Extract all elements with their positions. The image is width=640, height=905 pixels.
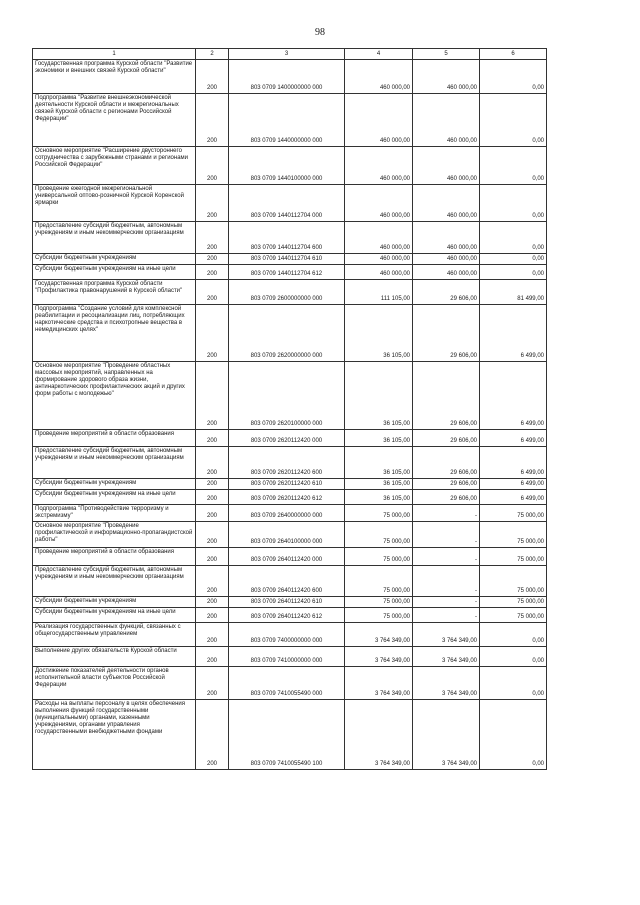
- row-grbs-cell: 200: [196, 548, 229, 566]
- row-col5-value: 29 606,00: [413, 305, 480, 362]
- row-code-cell: 803 0709 2640112420 610: [229, 597, 345, 608]
- row-col6-value: 0,00: [480, 647, 547, 667]
- row-col5-value: 460 000,00: [413, 222, 480, 254]
- row-col4-value: 75 000,00: [345, 522, 413, 548]
- row-col6-value: 75 000,00: [480, 548, 547, 566]
- row-col5-value: 3 764 349,00: [413, 667, 480, 700]
- column-header: 1: [33, 49, 196, 60]
- row-code-cell: 803 0709 2600000000 000: [229, 280, 345, 305]
- row-code-cell: 803 0709 7410055490 000: [229, 667, 345, 700]
- row-col6-value: 75 000,00: [480, 505, 547, 522]
- row-col4-value: 36 105,00: [345, 305, 413, 362]
- row-col6-value: 6 499,00: [480, 479, 547, 490]
- row-col4-value: 36 105,00: [345, 490, 413, 505]
- row-code-cell: 803 0709 2620112420 612: [229, 490, 345, 505]
- row-grbs-cell: 200: [196, 94, 229, 147]
- row-grbs-cell: 200: [196, 147, 229, 185]
- row-code-cell: 803 0709 7400000000 000: [229, 623, 345, 647]
- row-col4-value: 460 000,00: [345, 147, 413, 185]
- row-col5-value: -: [413, 566, 480, 597]
- row-code-cell: 803 0709 2620000000 000: [229, 305, 345, 362]
- row-col4-value: 3 764 349,00: [345, 623, 413, 647]
- row-grbs-cell: 200: [196, 667, 229, 700]
- row-col4-value: 75 000,00: [345, 608, 413, 623]
- row-col6-value: 0,00: [480, 94, 547, 147]
- row-col5-value: -: [413, 522, 480, 548]
- row-col6-value: 0,00: [480, 254, 547, 265]
- row-code-cell: 803 0709 2640112420 600: [229, 566, 345, 597]
- row-grbs-cell: 200: [196, 522, 229, 548]
- table-row: [33, 700, 547, 770]
- row-name-cell: Государственная программа Курской области "Профилактика правонарушений в Курской области": [33, 280, 196, 305]
- row-grbs-cell: 200: [196, 647, 229, 667]
- row-col4-value: 36 105,00: [345, 447, 413, 479]
- row-name-cell: Расходы на выплаты персоналу в целях обеспечения выполнения функций государственными (муниципальными) органами, казенными учреждениями, органами управления государственными внебюджетными фондами: [33, 700, 196, 770]
- row-col5-value: 29 606,00: [413, 362, 480, 430]
- row-col4-value: 111 105,00: [345, 280, 413, 305]
- row-col5-value: 3 764 349,00: [413, 623, 480, 647]
- row-code-cell: 803 0709 2620112420 000: [229, 430, 345, 447]
- row-grbs-cell: 200: [196, 505, 229, 522]
- row-col6-value: 0,00: [480, 60, 547, 94]
- table-row: [33, 608, 547, 623]
- row-name-cell: Государственная программа Курской области "Развитие экономики и внешних связей Курской области": [33, 60, 196, 94]
- row-grbs-cell: 200: [196, 185, 229, 222]
- table-row: [33, 505, 547, 522]
- row-col4-value: 460 000,00: [345, 94, 413, 147]
- row-col5-value: -: [413, 597, 480, 608]
- row-col4-value: 460 000,00: [345, 185, 413, 222]
- row-col5-value: 3 764 349,00: [413, 647, 480, 667]
- row-col6-value: 75 000,00: [480, 566, 547, 597]
- page-number: 98: [315, 27, 325, 38]
- table-row: [33, 479, 547, 490]
- row-code-cell: 803 0709 2640100000 000: [229, 522, 345, 548]
- row-name-cell: Субсидии бюджетным учреждениям на иные цели: [33, 490, 196, 505]
- row-col6-value: 0,00: [480, 185, 547, 222]
- row-col5-value: 29 606,00: [413, 490, 480, 505]
- table-row: [33, 305, 547, 362]
- row-code-cell: 803 0709 2640112420 000: [229, 548, 345, 566]
- row-col6-value: 6 499,00: [480, 430, 547, 447]
- column-header: 3: [229, 49, 345, 60]
- row-code-cell: 803 0709 2620112420 600: [229, 447, 345, 479]
- table-row: [33, 623, 547, 647]
- row-col5-value: -: [413, 548, 480, 566]
- row-col6-value: 81 499,00: [480, 280, 547, 305]
- row-grbs-cell: 200: [196, 700, 229, 770]
- row-col5-value: 29 606,00: [413, 280, 480, 305]
- row-col5-value: 460 000,00: [413, 265, 480, 280]
- row-grbs-cell: 200: [196, 305, 229, 362]
- table-row: [33, 430, 547, 447]
- table-row: [33, 185, 547, 222]
- row-col5-value: 29 606,00: [413, 430, 480, 447]
- row-col6-value: 6 499,00: [480, 305, 547, 362]
- row-grbs-cell: 200: [196, 430, 229, 447]
- row-code-cell: 803 0709 1440112704 612: [229, 265, 345, 280]
- row-col4-value: 75 000,00: [345, 597, 413, 608]
- row-grbs-cell: 200: [196, 280, 229, 305]
- row-col6-value: 6 499,00: [480, 362, 547, 430]
- row-name-cell: Предоставление субсидий бюджетным, автономным учреждениям и иным некоммерческим организациям: [33, 566, 196, 597]
- table-row: [33, 254, 547, 265]
- row-col6-value: 75 000,00: [480, 597, 547, 608]
- row-code-cell: 803 0709 2620100000 000: [229, 362, 345, 430]
- row-col5-value: 3 764 349,00: [413, 700, 480, 770]
- row-col6-value: 0,00: [480, 700, 547, 770]
- row-grbs-cell: 200: [196, 222, 229, 254]
- row-code-cell: 803 0709 7410055490 100: [229, 700, 345, 770]
- row-col4-value: 36 105,00: [345, 430, 413, 447]
- table-row: [33, 280, 547, 305]
- row-grbs-cell: 200: [196, 597, 229, 608]
- row-name-cell: Подпрограмма "Создание условий для комплексной реабилитации и ресоциализации лиц, потребляющих наркотические средства и психотропные вещества в немедицинских целях": [33, 305, 196, 362]
- row-col5-value: -: [413, 505, 480, 522]
- row-col4-value: 75 000,00: [345, 505, 413, 522]
- row-name-cell: Основное мероприятие "Проведение областных массовых мероприятий, направленных на формирование здорового образа жизни, антинаркотических профилактических акций и других форм работы с молодежью": [33, 362, 196, 430]
- column-header: 5: [413, 49, 480, 60]
- table-row: [33, 667, 547, 700]
- row-col6-value: 0,00: [480, 265, 547, 280]
- table-row: [33, 60, 547, 94]
- table-row: [33, 522, 547, 548]
- row-name-cell: Предоставление субсидий бюджетным, автономным учреждениям и иным некоммерческим организациям: [33, 222, 196, 254]
- row-col6-value: 0,00: [480, 147, 547, 185]
- row-grbs-cell: 200: [196, 265, 229, 280]
- row-name-cell: Достижение показателей деятельности органов исполнительной власти субъектов Российской Федерации: [33, 667, 196, 700]
- table-row: [33, 362, 547, 430]
- row-col5-value: 460 000,00: [413, 185, 480, 222]
- row-name-cell: Проведение ежегодной межрегиональной универсальной оптово-розничной Курской Коренской ярмарки: [33, 185, 196, 222]
- row-name-cell: Проведение мероприятий в области образования: [33, 548, 196, 566]
- row-col6-value: 75 000,00: [480, 522, 547, 548]
- row-col4-value: 3 764 349,00: [345, 667, 413, 700]
- row-code-cell: 803 0709 1440000000 000: [229, 94, 345, 147]
- row-col6-value: 0,00: [480, 667, 547, 700]
- row-code-cell: 803 0709 1440112704 610: [229, 254, 345, 265]
- row-name-cell: Субсидии бюджетным учреждениям на иные цели: [33, 608, 196, 623]
- row-col5-value: 29 606,00: [413, 479, 480, 490]
- row-col5-value: 29 606,00: [413, 447, 480, 479]
- row-col5-value: 460 000,00: [413, 60, 480, 94]
- row-grbs-cell: 200: [196, 479, 229, 490]
- row-grbs-cell: 200: [196, 60, 229, 94]
- table-header-row: [33, 49, 547, 60]
- budget-table: [32, 48, 547, 770]
- row-code-cell: 803 0709 1440100000 000: [229, 147, 345, 185]
- row-grbs-cell: 200: [196, 608, 229, 623]
- row-col4-value: 36 105,00: [345, 362, 413, 430]
- table-row: [33, 265, 547, 280]
- row-name-cell: Проведение мероприятий в области образования: [33, 430, 196, 447]
- row-col4-value: 75 000,00: [345, 548, 413, 566]
- row-name-cell: Субсидии бюджетным учреждениям: [33, 479, 196, 490]
- row-grbs-cell: 200: [196, 623, 229, 647]
- row-col6-value: 0,00: [480, 222, 547, 254]
- row-name-cell: Предоставление субсидий бюджетным, автономным учреждениям и иным некоммерческим организациям: [33, 447, 196, 479]
- row-code-cell: 803 0709 1440112704 600: [229, 222, 345, 254]
- row-col4-value: 460 000,00: [345, 265, 413, 280]
- row-name-cell: Субсидии бюджетным учреждениям: [33, 254, 196, 265]
- row-name-cell: Основное мероприятие "Проведение профилактической и информационно-пропагандистской работы": [33, 522, 196, 548]
- row-col4-value: 460 000,00: [345, 222, 413, 254]
- row-col5-value: 460 000,00: [413, 147, 480, 185]
- row-col4-value: 460 000,00: [345, 60, 413, 94]
- row-name-cell: Подпрограмма "Развитие внешнеэкономической деятельности Курской области и межрегиональных связей Курской области с регионами Российской Федерации": [33, 94, 196, 147]
- row-col4-value: 36 105,00: [345, 479, 413, 490]
- row-name-cell: Основное мероприятие "Расширение двустороннего сотрудничества с зарубежными странами и регионами Российской Федерации": [33, 147, 196, 185]
- row-grbs-cell: 200: [196, 490, 229, 505]
- table-row: [33, 597, 547, 608]
- row-col5-value: 460 000,00: [413, 254, 480, 265]
- row-name-cell: Подпрограмма "Противодействие терроризму и экстремизму": [33, 505, 196, 522]
- row-code-cell: 803 0709 1440112704 000: [229, 185, 345, 222]
- row-col4-value: 3 764 349,00: [345, 700, 413, 770]
- row-col4-value: 3 764 349,00: [345, 647, 413, 667]
- row-col4-value: 460 000,00: [345, 254, 413, 265]
- row-code-cell: 803 0709 2640000000 000: [229, 505, 345, 522]
- row-grbs-cell: 200: [196, 362, 229, 430]
- row-code-cell: 803 0709 2640112420 612: [229, 608, 345, 623]
- row-col6-value: 6 499,00: [480, 447, 547, 479]
- row-grbs-cell: 200: [196, 254, 229, 265]
- row-name-cell: Субсидии бюджетным учреждениям на иные цели: [33, 265, 196, 280]
- row-col5-value: -: [413, 608, 480, 623]
- row-code-cell: 803 0709 1400000000 000: [229, 60, 345, 94]
- table-row: [33, 147, 547, 185]
- row-col6-value: 6 499,00: [480, 490, 547, 505]
- row-name-cell: Субсидии бюджетным учреждениям: [33, 597, 196, 608]
- row-grbs-cell: 200: [196, 447, 229, 479]
- row-grbs-cell: 200: [196, 566, 229, 597]
- table-row: [33, 447, 547, 479]
- row-col4-value: 75 000,00: [345, 566, 413, 597]
- table-row: [33, 94, 547, 147]
- table-row: [33, 566, 547, 597]
- column-header: 6: [480, 49, 547, 60]
- column-header: 4: [345, 49, 413, 60]
- row-name-cell: Реализация государственных функций, связанных с общегосударственным управлением: [33, 623, 196, 647]
- row-code-cell: 803 0709 7410000000 000: [229, 647, 345, 667]
- table-row: [33, 548, 547, 566]
- row-col6-value: 75 000,00: [480, 608, 547, 623]
- table-row: [33, 222, 547, 254]
- column-header: 2: [196, 49, 229, 60]
- row-name-cell: Выполнение других обязательств Курской области: [33, 647, 196, 667]
- row-col5-value: 460 000,00: [413, 94, 480, 147]
- row-code-cell: 803 0709 2620112420 610: [229, 479, 345, 490]
- table-row: [33, 647, 547, 667]
- table-row: [33, 490, 547, 505]
- row-col6-value: 0,00: [480, 623, 547, 647]
